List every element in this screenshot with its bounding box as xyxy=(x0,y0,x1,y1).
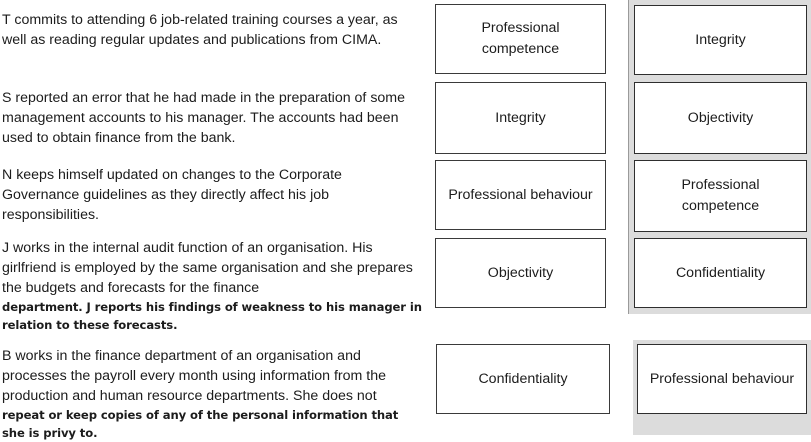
option-box-1[interactable] xyxy=(435,4,606,74)
scenario-4-text: J works in the internal audit function of an organisation. His girlfriend is employed by the same organisation and she prepares the budgets and forecasts for the finance xyxy=(2,240,413,296)
answer-slot-1-label: Integrity xyxy=(695,31,746,48)
answer-slot-3-label: Professional competence xyxy=(681,177,760,214)
answer-slot-2-label: Objectivity xyxy=(687,109,754,126)
answer-slot-3[interactable] xyxy=(634,160,807,232)
scenario-2-text: S reported an error that he had made in the preparation of some management accounts to his manager. The accounts had been used to obtain finance from the bank. xyxy=(2,90,406,146)
scenario-4 xyxy=(2,238,422,334)
answer-slot-5-label: Professional behaviour xyxy=(649,370,795,387)
answer-slot-4-label: Confidentiality xyxy=(675,264,766,281)
scenario-2 xyxy=(2,88,422,148)
scenario-4-bold-text: department. J reports his findings of weakness to his manager in relation to these forecasts. xyxy=(2,300,422,332)
option-box-3[interactable] xyxy=(435,160,606,230)
scenario-5 xyxy=(2,346,422,442)
scenario-5-text: B works in the finance department of an organisation and processes the payroll every month using information from the production and human resource departments. She does not xyxy=(2,348,387,404)
scenario-1 xyxy=(2,10,422,50)
option-box-2[interactable] xyxy=(435,82,606,154)
option-box-4-label: Objectivity xyxy=(487,264,554,281)
scenario-3 xyxy=(2,165,422,225)
option-box-5[interactable] xyxy=(436,344,610,414)
scenario-1-text: T commits to attending 6 job-related training courses a year, as well as reading regular updates and publications from CIMA. xyxy=(2,12,398,48)
option-box-3-label: Professional behaviour xyxy=(448,186,593,203)
option-box-1-label: Professional competence xyxy=(481,20,560,57)
option-box-5-label: Confidentiality xyxy=(478,370,568,387)
answer-slot-2[interactable] xyxy=(634,82,807,154)
option-box-4[interactable] xyxy=(435,238,606,308)
scenario-5-bold-text: repeat or keep copies of any of the personal information that she is privy to. xyxy=(2,408,399,440)
option-box-2-label: Integrity xyxy=(495,109,546,126)
scenario-3-text: N keeps himself updated on changes to the Corporate Governance guidelines as they directly affect his job responsibilities. xyxy=(2,167,342,223)
answer-slot-1[interactable] xyxy=(634,5,807,75)
answer-slot-4[interactable] xyxy=(634,238,807,308)
answer-slot-5[interactable] xyxy=(637,344,807,414)
